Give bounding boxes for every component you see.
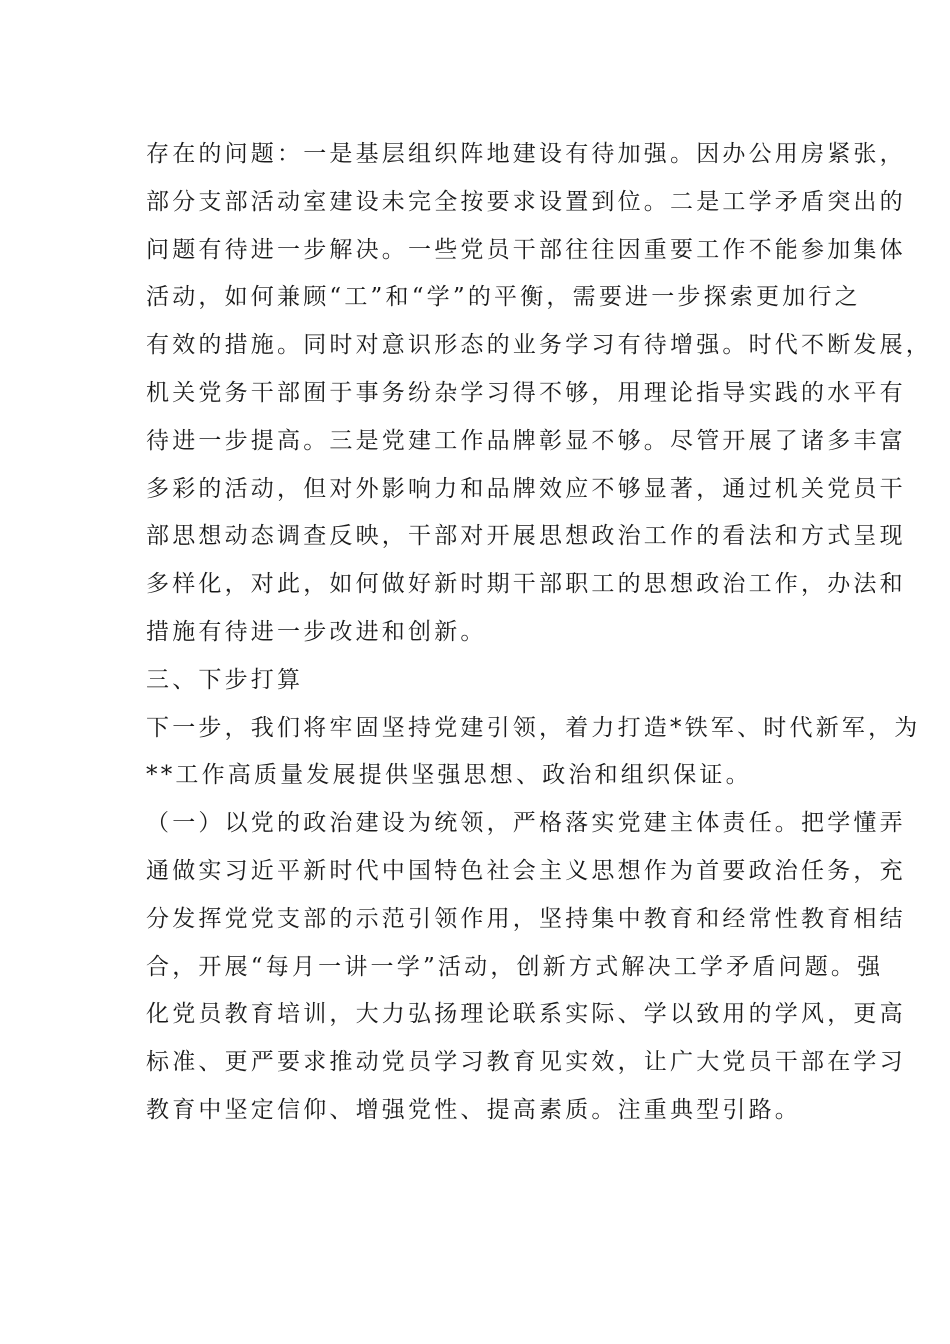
text-line: 机关党务干部囿于事务纷杂学习得不够，用理论指导实践的水平有	[146, 379, 906, 406]
text-line: 多彩的活动，但对外影响力和品牌效应不够显著，通过机关党员干	[146, 475, 906, 502]
text-line: 活动，如何兼顾“工”和“学”的平衡，需要进一步探索更加行之	[146, 284, 861, 311]
text-line: 化党员教育培训，大力弘扬理论联系实际、学以致用的学风，更高	[146, 1001, 906, 1028]
text-line: 多样化，对此，如何做好新时期干部职工的思想政治工作，办法和	[146, 571, 906, 598]
section-heading: 三、下步打算	[146, 666, 304, 693]
text-line: 标准、更严要求推动党员学习教育见实效，让广大党员干部在学习	[146, 1049, 906, 1076]
text-line: 通做实习近平新时代中国特色社会主义思想作为首要政治任务，充	[146, 857, 906, 884]
text-line: 存在的问题：一是基层组织阵地建设有待加强。因办公用房紧张，	[146, 141, 906, 167]
text-line: （一）以党的政治建设为统领，严格落实党建主体责任。把学懂弄	[146, 810, 906, 837]
text-line: 分发挥党党支部的示范引领作用，坚持集中教育和经常性教育相结	[146, 905, 906, 932]
document-body	[146, 131, 932, 1135]
text-line: 问题有待进一步解决。一些党员干部往往因重要工作不能参加集体	[146, 236, 906, 263]
text-line: 有效的措施。同时对意识形态的业务学习有待增强。时代不断发展，	[146, 332, 932, 359]
text-line: 下一步，我们将牢固坚持党建引领，着力打造*铁军、时代新军，为	[146, 714, 921, 741]
text-line: 部分支部活动室建设未完全按要求设置到位。二是工学矛盾突出的	[146, 188, 906, 215]
text-line: 部思想动态调查反映，干部对开展思想政治工作的看法和方式呈现	[146, 523, 906, 550]
text-line: 合，开展“每月一讲一学”活动，创新方式解决工学矛盾问题。强	[146, 953, 884, 980]
text-line: 教育中坚定信仰、增强党性、提高素质。注重典型引路。	[146, 1096, 801, 1123]
text-line: 措施有待进一步改进和创新。	[146, 618, 487, 645]
text-line: 待进一步提高。三是党建工作品牌彰显不够。尽管开展了诸多丰富	[146, 427, 906, 454]
text-line: **工作高质量发展提供坚强思想、政治和组织保证。	[146, 762, 752, 789]
